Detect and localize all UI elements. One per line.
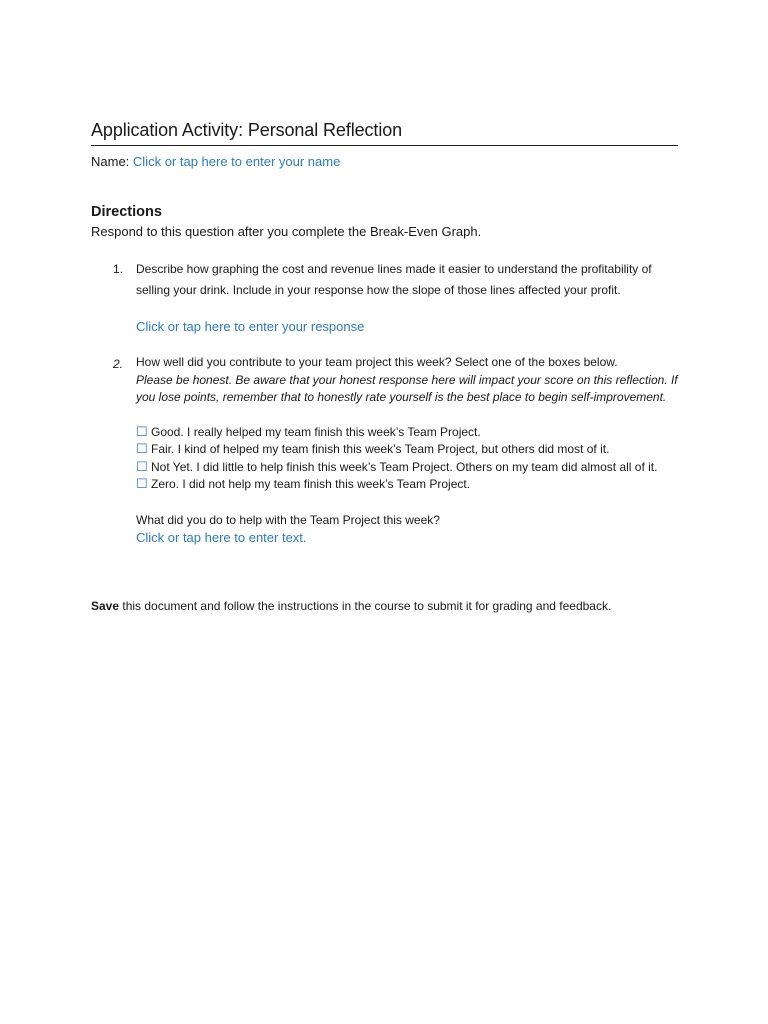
question-number: 2. bbox=[113, 357, 124, 371]
checkbox-icon[interactable]: ☐ bbox=[136, 477, 148, 492]
question-1 bbox=[91, 259, 678, 336]
followup-response-field[interactable]: Click or tap here to enter text. bbox=[136, 530, 307, 545]
question-text: How well did you contribute to your team project this week? Select one of the boxes below. bbox=[136, 355, 618, 369]
save-instructions bbox=[91, 598, 678, 615]
option-fair[interactable] bbox=[136, 441, 678, 459]
question-text: Describe how graphing the cost and revenue lines made it easier to understand the profitability of selling your drink. Include in your response how the slope of those lines affected your profit. bbox=[136, 262, 652, 297]
option-not-yet[interactable] bbox=[136, 459, 678, 477]
option-label: Good. I really helped my team finish this week’s Team Project. bbox=[151, 424, 481, 439]
checkbox-icon[interactable]: ☐ bbox=[136, 442, 148, 457]
question-2 bbox=[91, 354, 678, 547]
option-label: Fair. I kind of helped my team finish this week’s Team Project, but others did most of it. bbox=[151, 442, 610, 456]
question-note: Please be honest. Be aware that your honest response here will impact your score on this reflection. If you lose points, remember that to honestly rate yourself is the best place to begin self-improvement. bbox=[136, 372, 678, 404]
name-row bbox=[91, 153, 678, 171]
page-title: Application Activity: Personal Reflection bbox=[91, 118, 678, 146]
response-field[interactable]: Click or tap here to enter your response bbox=[136, 319, 365, 334]
save-keyword: Save bbox=[91, 599, 120, 613]
option-label: Not Yet. I did little to help finish this week’s Team Project. Others on my team did almost all of it. bbox=[151, 459, 658, 474]
checkbox-icon[interactable]: ☐ bbox=[136, 459, 148, 475]
checkbox-icon[interactable]: ☐ bbox=[136, 424, 148, 440]
option-zero[interactable] bbox=[136, 476, 678, 494]
followup-question: What did you do to help with the Team Project this week? bbox=[136, 512, 440, 527]
name-label: Name: bbox=[91, 154, 130, 169]
question-number: 1. bbox=[113, 262, 124, 276]
option-label: Zero. I did not help my team finish this week’s Team Project. bbox=[151, 477, 471, 491]
option-good[interactable] bbox=[136, 424, 678, 442]
directions-heading: Directions bbox=[91, 204, 162, 220]
save-text: this document and follow the instructions in the course to submit it for grading and feedback. bbox=[119, 599, 612, 613]
question-list bbox=[91, 259, 678, 547]
name-field[interactable]: Click or tap here to enter your name bbox=[132, 154, 341, 169]
rating-options bbox=[136, 424, 678, 494]
directions-text: Respond to this question after you complete the Break-Even Graph. bbox=[91, 224, 482, 239]
document-page bbox=[91, 118, 678, 615]
